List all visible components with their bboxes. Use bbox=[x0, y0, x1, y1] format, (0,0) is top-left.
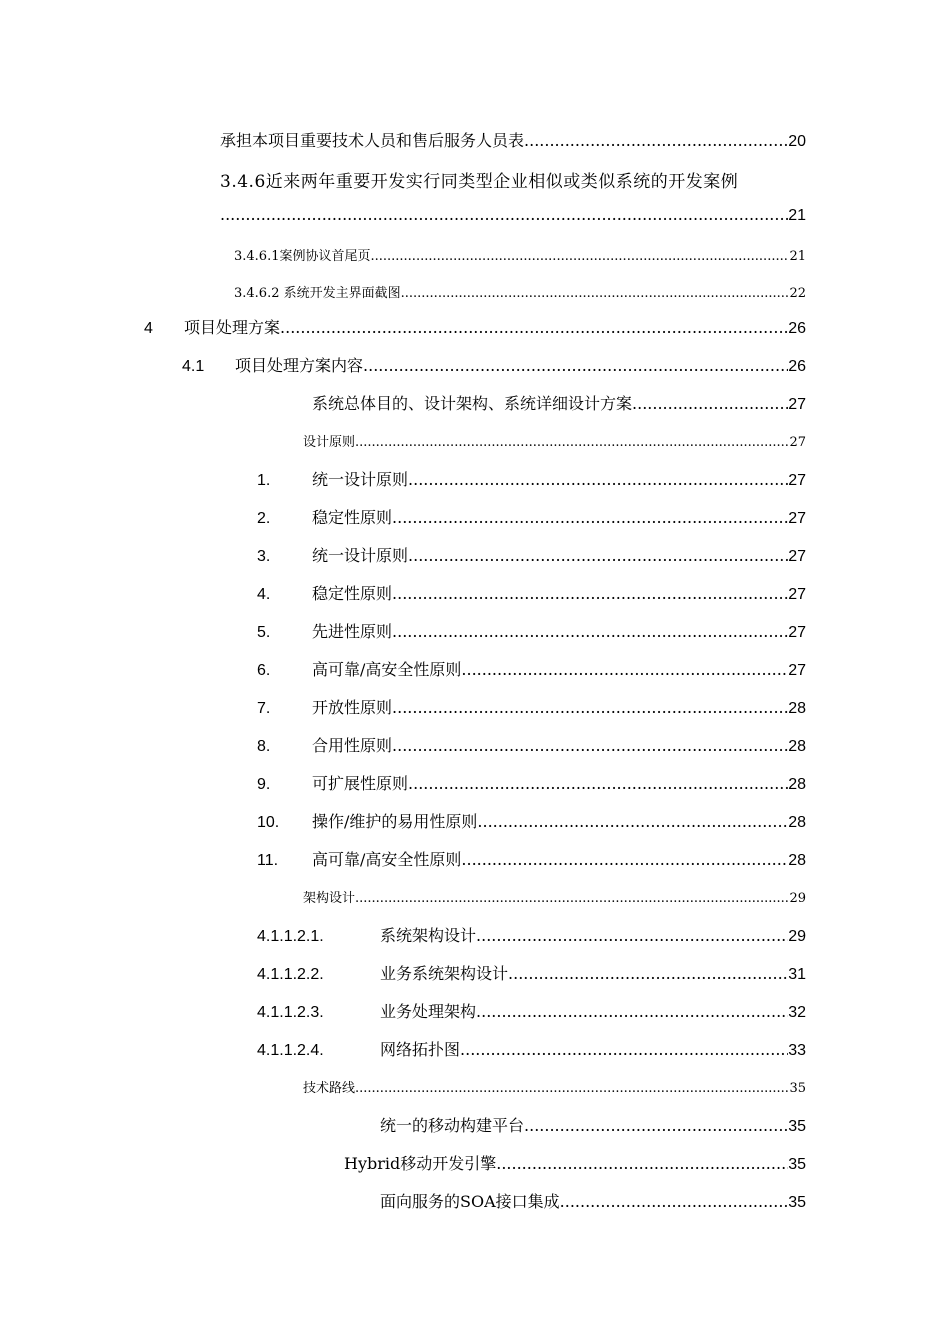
toc-entry-page: 27 bbox=[789, 435, 806, 450]
toc-leader bbox=[280, 318, 788, 337]
toc-entry-title: 设计原则 bbox=[303, 435, 356, 450]
toc-entry-page: 28 bbox=[788, 814, 806, 831]
toc-entry-number: 4.1.1.2.3. bbox=[257, 1004, 324, 1021]
toc-leader bbox=[392, 508, 788, 527]
toc-entry-number: 8. bbox=[257, 738, 271, 755]
toc-entry[interactable] bbox=[257, 619, 806, 642]
toc-entry-number: 7. bbox=[257, 700, 271, 717]
toc-entry-page: 22 bbox=[789, 286, 806, 301]
toc-entry-page: 35 bbox=[789, 1081, 806, 1096]
toc-entry-title: 网络拓扑图 bbox=[380, 1040, 461, 1059]
toc-leader bbox=[508, 964, 788, 983]
toc-entry-number: 6. bbox=[257, 662, 271, 679]
toc-leader bbox=[363, 356, 788, 375]
toc-leader bbox=[392, 584, 788, 603]
toc-entry-number: 4 bbox=[144, 320, 153, 337]
toc-entry-page: 28 bbox=[788, 776, 806, 793]
toc-leader bbox=[408, 774, 788, 793]
toc-entry-page: 27 bbox=[788, 662, 806, 679]
toc-leader bbox=[392, 622, 788, 641]
toc-entry-page: 29 bbox=[788, 928, 806, 945]
toc-entry[interactable] bbox=[220, 128, 806, 151]
toc-entry-title: 3.4.6.2 系统开发主界面截图 bbox=[234, 286, 401, 301]
toc-leader bbox=[476, 926, 788, 945]
toc-entry-page: 28 bbox=[788, 852, 806, 869]
toc-entry-number: 4. bbox=[257, 586, 271, 603]
toc-entry-page: 27 bbox=[788, 586, 806, 603]
toc-entry-page: 26 bbox=[788, 358, 806, 375]
toc-entry-title: 合用性原则 bbox=[312, 736, 393, 755]
toc-entry-number: 4.1.1.2.4. bbox=[257, 1042, 324, 1059]
toc-entry-title: 面向服务的SOA接口集成 bbox=[380, 1192, 560, 1211]
toc-entry-title: 统一的移动构建平台 bbox=[380, 1116, 525, 1135]
toc-entry[interactable] bbox=[312, 391, 806, 414]
toc-leader bbox=[496, 1154, 788, 1173]
toc-entry-page: 27 bbox=[788, 396, 806, 413]
toc-entry[interactable] bbox=[234, 245, 806, 264]
toc-leader bbox=[476, 1002, 788, 1021]
toc-leader bbox=[461, 850, 788, 869]
toc-entry-title: 3.4.6.1案例协议首尾页 bbox=[234, 249, 371, 264]
toc-entry-title: 高可靠/高安全性原则 bbox=[312, 660, 462, 679]
toc-entry[interactable] bbox=[234, 282, 806, 301]
toc-entry-title: 可扩展性原则 bbox=[312, 774, 409, 793]
toc-leader bbox=[632, 394, 788, 413]
toc-entry[interactable] bbox=[257, 657, 806, 680]
toc-leader bbox=[477, 812, 788, 831]
toc-entry-title: 系统架构设计 bbox=[380, 926, 477, 945]
toc-entry-title: 技术路线 bbox=[303, 1081, 356, 1096]
toc-leader bbox=[401, 286, 790, 301]
toc-entry[interactable] bbox=[257, 809, 806, 832]
toc-leader bbox=[461, 660, 788, 679]
toc-entry[interactable] bbox=[220, 205, 806, 225]
toc-entry-page: 27 bbox=[788, 548, 806, 565]
toc-entry-number: 10. bbox=[257, 814, 280, 831]
toc-entry[interactable] bbox=[257, 961, 806, 984]
toc-entry-page: 29 bbox=[789, 891, 806, 906]
toc-entry-title: 3.4.6近来两年重要开发实行同类型企业相似或类似系统的开发案例 bbox=[220, 172, 739, 192]
toc-entry-title: 操作/维护的易用性原则 bbox=[312, 812, 478, 831]
toc-entry-number: 11. bbox=[257, 852, 279, 869]
toc-entry[interactable] bbox=[257, 999, 806, 1022]
toc-entry-title: 开放性原则 bbox=[312, 698, 393, 717]
toc-entry-number: 5. bbox=[257, 624, 271, 641]
toc-entry-page: 27 bbox=[788, 624, 806, 641]
toc-entry-page: 20 bbox=[788, 133, 806, 150]
toc-entry[interactable] bbox=[144, 315, 806, 338]
toc-leader bbox=[460, 1040, 788, 1059]
toc-entry[interactable] bbox=[380, 1113, 806, 1136]
toc-leader bbox=[408, 470, 788, 489]
toc-entry[interactable] bbox=[257, 1037, 806, 1060]
toc-entry[interactable] bbox=[257, 923, 806, 946]
toc-entry-number: 4.1.1.2.1. bbox=[257, 928, 324, 945]
toc-entry-page: 27 bbox=[788, 510, 806, 527]
toc-entry-page: 33 bbox=[788, 1042, 806, 1059]
toc-leader bbox=[524, 1116, 788, 1135]
toc-entry[interactable] bbox=[257, 467, 806, 490]
toc-entry[interactable] bbox=[220, 167, 806, 192]
toc-entry[interactable] bbox=[257, 733, 806, 756]
toc-entry-title: 统一设计原则 bbox=[312, 470, 409, 489]
toc-entry-title: 稳定性原则 bbox=[312, 584, 393, 603]
toc-entry-title: 架构设计 bbox=[303, 891, 356, 906]
toc-entry[interactable] bbox=[257, 543, 806, 566]
toc-entry-page: 26 bbox=[788, 320, 806, 337]
toc-leader bbox=[355, 891, 789, 906]
toc-entry-number: 4.1.1.2.2. bbox=[257, 966, 324, 983]
toc-entry[interactable] bbox=[257, 695, 806, 718]
toc-entry-title: 高可靠/高安全性原则 bbox=[312, 850, 462, 869]
toc-entry-title: 稳定性原则 bbox=[312, 508, 393, 527]
toc-entry-page: 27 bbox=[788, 472, 806, 489]
toc-entry-page: 21 bbox=[789, 249, 806, 264]
toc-entry-title: 业务处理架构 bbox=[380, 1002, 477, 1021]
toc-entry[interactable] bbox=[257, 771, 806, 794]
toc-entry-page: 21 bbox=[788, 207, 806, 224]
toc-entry-page: 32 bbox=[788, 1004, 806, 1021]
toc-entry-title: Hybrid移动开发引擎 bbox=[344, 1154, 497, 1173]
toc-entry-title: 业务系统架构设计 bbox=[380, 964, 509, 983]
toc-entry[interactable] bbox=[182, 353, 806, 376]
toc-entry-title: 统一设计原则 bbox=[312, 546, 409, 565]
toc-entry-page: 35 bbox=[788, 1194, 806, 1211]
toc-entry[interactable] bbox=[257, 581, 806, 604]
toc-entry[interactable] bbox=[303, 887, 806, 906]
toc-leader bbox=[524, 131, 788, 150]
toc-entry[interactable] bbox=[303, 1077, 806, 1096]
toc-entry-page: 31 bbox=[788, 966, 806, 983]
toc-entry[interactable] bbox=[380, 1189, 806, 1212]
toc-entry-page: 35 bbox=[788, 1156, 806, 1173]
toc-entry-page: 35 bbox=[788, 1118, 806, 1135]
toc-entry-title: 项目处理方案 bbox=[184, 318, 281, 337]
toc-entry-number: 3. bbox=[257, 548, 271, 565]
toc-leader bbox=[392, 736, 788, 755]
toc-leader bbox=[355, 435, 789, 450]
toc-entry-number: 1. bbox=[257, 472, 271, 489]
toc-entry-page: 28 bbox=[788, 700, 806, 717]
toc-entry-title: 系统总体目的、设计架构、系统详细设计方案 bbox=[312, 394, 633, 413]
toc-entry-title: 先进性原则 bbox=[312, 622, 393, 641]
toc-leader bbox=[392, 698, 788, 717]
toc-entry[interactable] bbox=[257, 847, 806, 870]
toc-entry-title: 项目处理方案内容 bbox=[235, 356, 364, 375]
toc-entry-title: 承担本项目重要技术人员和售后服务人员表 bbox=[220, 131, 525, 150]
toc-entry-number: 4.1 bbox=[182, 358, 205, 375]
toc-entry-page: 28 bbox=[788, 738, 806, 755]
toc-entry-number: 2. bbox=[257, 510, 271, 527]
toc-leader bbox=[408, 546, 788, 565]
toc-entry[interactable] bbox=[344, 1151, 806, 1174]
toc-leader bbox=[370, 249, 789, 264]
toc-leader bbox=[220, 205, 788, 224]
toc-entry[interactable] bbox=[257, 505, 806, 528]
toc-leader bbox=[560, 1192, 789, 1211]
toc-entry-number: 9. bbox=[257, 776, 271, 793]
toc-entry[interactable] bbox=[303, 431, 806, 450]
toc-leader bbox=[355, 1081, 789, 1096]
